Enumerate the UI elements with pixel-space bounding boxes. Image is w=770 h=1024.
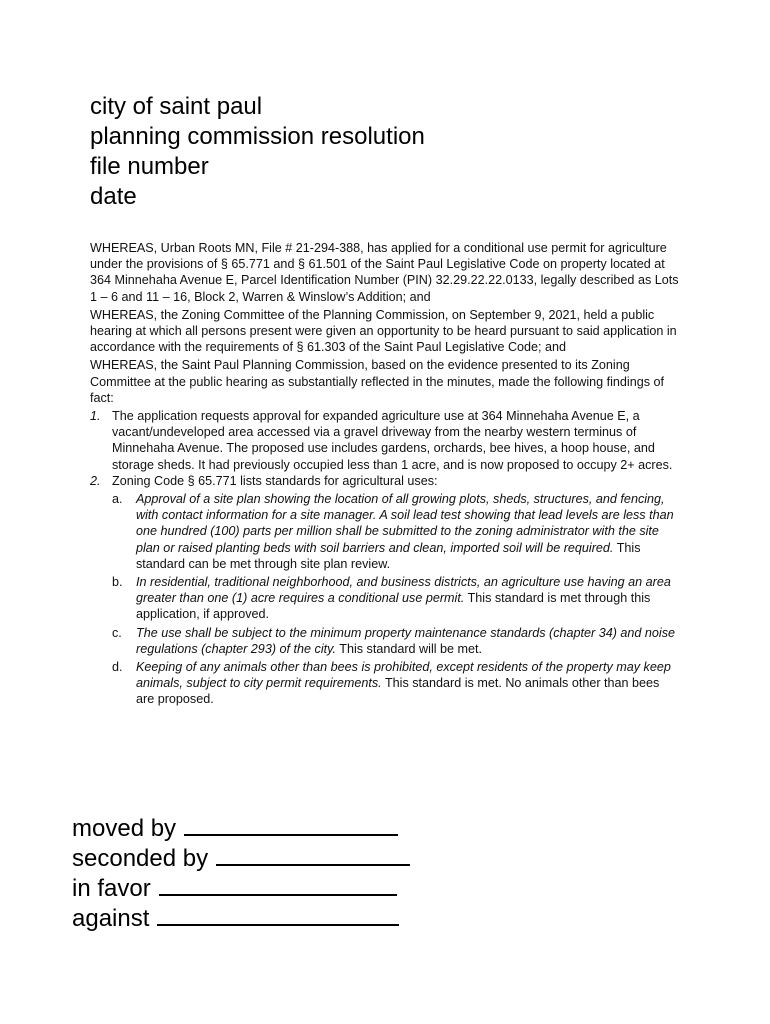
- standard-requirement: Approval of a site plan showing the location of all growing plots, sheds, structures, and fencing, with contact information for a site manager. A soil lead test showing that lead levels are less than one hundred (100) parts per million shall be submitted to the zoning administrator with the site plan or raised planting beds with soil barriers and clean, imported soil will be required.: [136, 492, 674, 555]
- standard-finding: This standard is met through this application, if approved.: [136, 591, 651, 622]
- moved-by-line: [72, 814, 410, 844]
- standard-b: [112, 574, 680, 623]
- header-city: city of saint paul: [90, 93, 263, 120]
- resolution-header: [90, 92, 425, 212]
- whereas-clause-2: WHEREAS, the Zoning Committee of the Planning Commission, on September 9, 2021, held a public hearing at which all persons present were given an opportunity to be heard pursuant to said application in accordance with the requirements of § 61.303 of the Saint Paul Legislative Code; and: [90, 307, 677, 355]
- standard-requirement: Keeping of any animals other than bees is prohibited, except residents of the property may keep animals, subject to city permit requirements.: [136, 660, 671, 691]
- seconded-by-blank[interactable]: [216, 844, 410, 866]
- in-favor-line: [72, 874, 410, 904]
- vote-section: [72, 814, 410, 934]
- header-title: planning commission resolution: [90, 123, 425, 150]
- header-file-number: file number: [90, 153, 209, 180]
- finding-1: [90, 408, 680, 473]
- in-favor-blank[interactable]: [159, 874, 397, 896]
- finding-text: Zoning Code § 65.771 lists standards for agricultural uses:: [112, 473, 438, 488]
- resolution-body: [90, 240, 680, 710]
- standard-letter: b.: [112, 575, 123, 590]
- moved-by-blank[interactable]: [184, 814, 398, 836]
- whereas-clause-1: WHEREAS, Urban Roots MN, File # 21-294-388, has applied for a conditional use permit for agriculture under the provisions of § 65.771 and § 61.501 of the Saint Paul Legislative Code on property located at 364 Minnehaha Avenue E, Parcel Identification Number (PIN) 32.29.22.22.0133, legally described as Lots 1 – 6 and 11 – 16, Block 2, Warren & Winslow’s Addition; and: [90, 241, 679, 304]
- standard-letter: a.: [112, 492, 123, 507]
- standard-d: [112, 659, 680, 708]
- standard-a: [112, 491, 680, 572]
- finding-text: The application requests approval for expanded agriculture use at 364 Minnehaha Avenue E, a vacant/undeveloped area accessed via a gravel driveway from the nearby western terminus of Minnehaha Avenue. The proposed use includes gardens, orchards, bee hives, a hoop house, and storage sheds. It had previously occupied less than 1 acre, and is now proposed to occupy 2+ acres.: [112, 409, 673, 472]
- header-date: date: [90, 183, 137, 210]
- seconded-by-label: seconded by: [72, 845, 209, 872]
- standards-list: [112, 491, 680, 708]
- standard-finding: This standard is met. No animals other than bees are proposed.: [136, 676, 660, 707]
- against-line: [72, 904, 410, 934]
- standard-requirement: The use shall be subject to the minimum property maintenance standards (chapter 34) and noise regulations (chapter 293) of the city.: [136, 625, 676, 656]
- in-favor-label: in favor: [72, 875, 151, 902]
- standard-finding: This standard will be met.: [335, 641, 483, 656]
- standard-c: [112, 625, 680, 657]
- standard-requirement: In residential, traditional neighborhood, and business districts, an agriculture use having an area greater than one (1) acre requires a conditional use permit.: [136, 575, 671, 606]
- standard-finding: This standard can be met through site plan review.: [136, 540, 641, 571]
- against-blank[interactable]: [157, 904, 399, 926]
- finding-2: [90, 473, 680, 708]
- finding-number: 2.: [90, 473, 101, 488]
- against-label: against: [72, 905, 150, 932]
- finding-number: 1.: [90, 409, 101, 424]
- seconded-by-line: [72, 844, 410, 874]
- moved-by-label: moved by: [72, 815, 177, 842]
- standard-letter: c.: [112, 625, 122, 640]
- standard-letter: d.: [112, 660, 123, 675]
- findings-list: [90, 408, 680, 708]
- whereas-clause-3: WHEREAS, the Saint Paul Planning Commission, based on the evidence presented to its Zoning Committee at the public hearing as substantially reflected in the minutes, made the following findings of fact:: [90, 358, 665, 405]
